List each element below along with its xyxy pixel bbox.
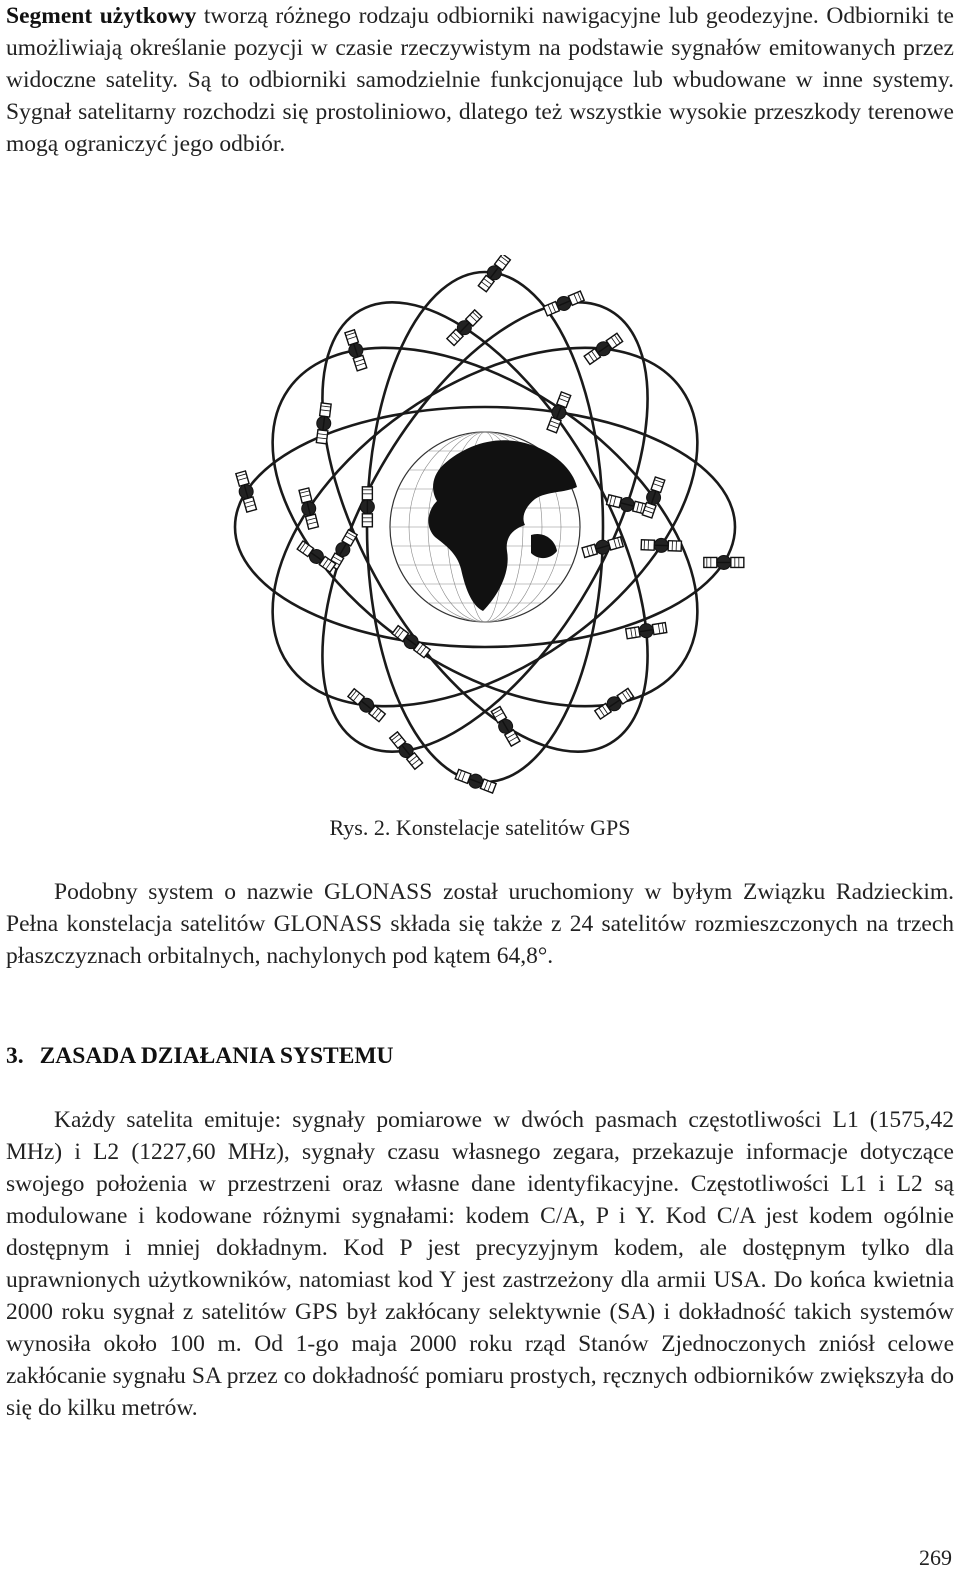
satellite-icon	[490, 705, 522, 747]
figure-caption: Rys. 2. Konstelacje satelitów GPS	[329, 815, 631, 840]
intro-lead-term: Segment użytkowy	[6, 3, 197, 29]
satellite-constellation-globe-icon	[225, 255, 745, 800]
satellite-icon	[296, 539, 337, 573]
satellite-icon	[477, 255, 512, 293]
intro-paragraph	[6, 0, 954, 160]
satellite-icon	[641, 538, 681, 553]
satellite-icon	[454, 767, 496, 794]
satellite-icon	[314, 403, 333, 444]
intro-body-text: tworzą różnego rodzaju odbiorniki nawigacyjne lub geodezyjne. Odbiorniki te umożliwiają określanie pozycji w czasie rzeczywistym na podstawie sygnałów emitowanych przez widoczne satelity. Są to odbiorniki samodzielnie funkcjonujące lub wbudowane w inne systemy. Sygnał satelitarny rozchodzi się prostoliniowo, dlatego też wszystkie wysokie przeszkody terenowe mogą ograniczyć jego odbiór.	[6, 3, 954, 157]
satellite-constellation-figure	[225, 255, 745, 800]
section-heading	[6, 1040, 394, 1072]
satellite-icon	[545, 391, 572, 433]
satellite-icon	[445, 308, 483, 346]
satellite-icon	[343, 329, 369, 371]
principle-paragraph: Każdy satelita emituje: sygnały pomiarowe w dwóch pasmach częstotliwości L1 (1575,42 MHz) i L2 (1227,60 MHz), sygnały czasu własnego zegara, przekazuje informacje dotyczące swojego położenia w przestrzeni oraz własne dane identyfikacyjne. Częstotliwości L1 i L2 są modulowane i kodowane różnymi sygnałami: kodem C/A, P i Y. Kod C/A jest kodem ogólnie dostępnym i mniej dokładnym. Kod P jest precyzyjnym kodem, ale dostępnym tylko dla uprawnionych użytkowników, natomiast kod Y jest zastrzeżony dla armii USA. Do końca kwietnia 2000 roku sygnał z satelitów GPS był zakłócany selektywnie (SA) i dokładność takich systemów wynosiła około 100 m. Od 1-go maja 2000 roku rząd Stanów Zjednoczonych zniósł celowe zakłócanie sygnału SA przez co dokładność pomiaru prostych, ręcznych odbiorników zwiększyła do się do kilku metrów.	[6, 1107, 954, 1421]
page-number: 269	[919, 1545, 952, 1570]
satellite-icon	[360, 487, 374, 527]
satellite-icon	[594, 687, 635, 721]
section-title: ZASADA DZIAŁANIA SYSTEMU	[39, 1043, 394, 1069]
glonass-paragraph: Podobny system o nazwie GLONASS został uruchomiony w byłym Związku Radzieckim. Pełna konstelacja satelitów GLONASS składa się także z 24 satelitów rozmieszczonych na trzech płaszczyznach orbitalnych, nachylonych pod kątem 64,8°.	[6, 879, 954, 969]
satellite-icon	[704, 555, 744, 569]
section-number: 3.	[6, 1043, 24, 1069]
satellite-icon	[391, 624, 431, 659]
